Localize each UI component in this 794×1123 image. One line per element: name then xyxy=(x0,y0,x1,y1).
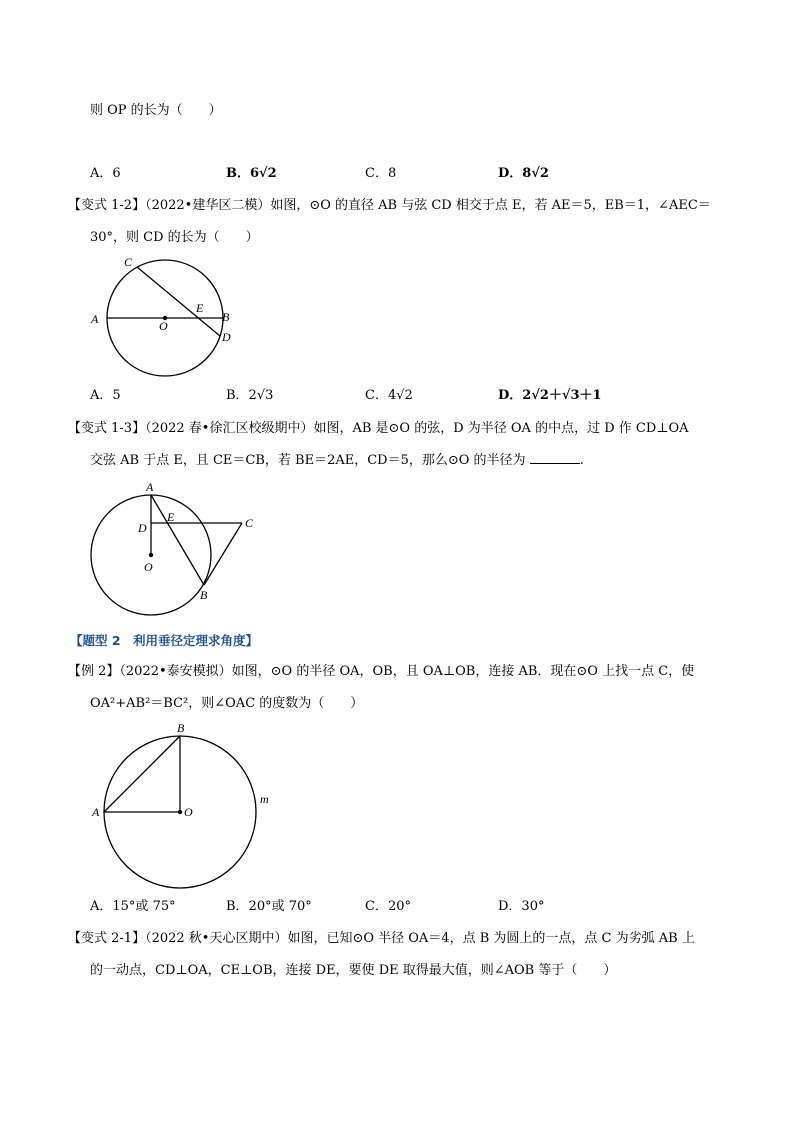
label-e: E xyxy=(196,301,204,315)
question-stem-tail: 则 OP 的长为（ ） xyxy=(90,103,222,118)
option-d: D．30° xyxy=(498,899,545,914)
label-d: D xyxy=(138,521,147,535)
option-c: C．20° xyxy=(365,899,411,914)
label-c: C xyxy=(124,255,133,269)
label-e: E xyxy=(167,510,175,524)
option-a: A．6 xyxy=(90,166,121,181)
section-heading: 【题型 2 利用垂径定理求角度】 xyxy=(70,633,259,648)
label-d: D xyxy=(222,330,231,344)
option-d: D．8√2 xyxy=(498,166,549,181)
example-2-line2: OA²+AB²＝BC²，则∠OAC 的度数为（ ） xyxy=(90,696,364,711)
question-1-2-line1: 【变式 1-2】（2022•建华区二模）如图，⊙O 的直径 AB 与弦 CD 相交于点 E，若 AE＝5，EB＝1，∠AEC＝ xyxy=(68,198,711,213)
question-2-1-line2: 的一动点，CD⊥OA，CE⊥OB，连接 DE，要使 DE 取得最大值，则∠AOB 等于（ ） xyxy=(90,963,617,978)
question-1-3-text: 交弦 AB 于点 E，且 CE＝CB，若 BE＝2AE，CD＝5，那么⊙O 的半径为 xyxy=(90,453,526,468)
label-b: B xyxy=(177,721,185,735)
question-2-1-line1: 【变式 2-1】（2022 秋•天心区期中）如图，已知⊙O 半径 OA＝4，点 B 为圆上的一点，点 C 为劣弧 AB 上 xyxy=(68,931,695,946)
option-a: A．15°或 75° xyxy=(90,899,176,914)
option-c: C．4√2 xyxy=(365,388,413,403)
option-b: B．20°或 70° xyxy=(226,899,312,914)
label-o: O xyxy=(159,319,168,333)
label-m: m xyxy=(260,792,269,806)
question-1-3-line1: 【变式 1-3】（2022 春•徐汇区校级期中）如图，AB 是⊙O 的弦，D 为半径 OA 的中点，过 D 作 CD⊥OA xyxy=(68,421,689,436)
option-d: D．2√2＋√3＋1 xyxy=(498,388,602,403)
option-c: C．8 xyxy=(365,166,397,181)
label-a: A xyxy=(92,805,100,819)
question-1-2-line2: 30°，则 CD 的长为（ ） xyxy=(90,230,259,245)
segment-ab xyxy=(104,736,180,812)
label-o: O xyxy=(184,805,193,819)
label-b: B xyxy=(200,588,208,602)
period: . xyxy=(579,453,584,468)
option-a: A．5 xyxy=(90,388,121,403)
center-point xyxy=(178,810,182,814)
label-c: C xyxy=(245,516,254,530)
label-b: B xyxy=(222,310,230,324)
option-b: B．6√2 xyxy=(226,166,277,181)
label-o: O xyxy=(144,560,153,574)
example-2-line1: 【例 2】（2022•泰安模拟）如图，⊙O 的半径 OA，OB，且 OA⊥OB，连接 AB．现在⊙O 上找一点 C，使 xyxy=(68,664,695,679)
label-a: A xyxy=(91,312,99,326)
label-a: A xyxy=(146,480,154,494)
option-b: B．2√3 xyxy=(226,388,274,403)
